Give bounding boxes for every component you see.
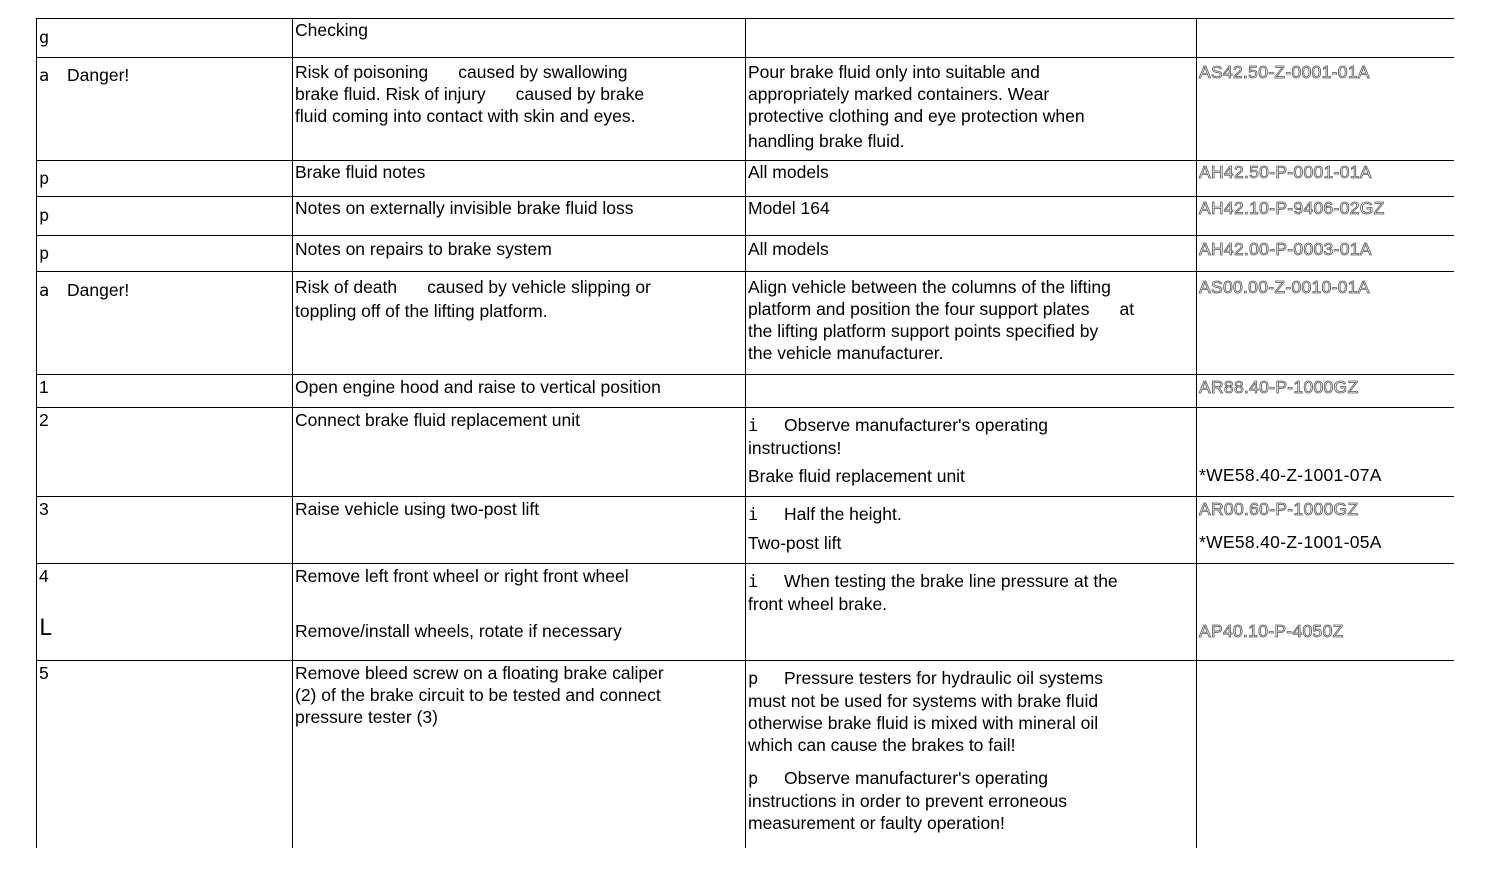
table-row [37, 272, 1455, 375]
step-text: Notes on repairs to brake system [295, 239, 552, 259]
info-text: instructions! [748, 438, 842, 458]
step-text: Connect brake fluid replacement unit [295, 410, 581, 430]
table-row [37, 564, 1455, 661]
safety-text: Align vehicle between the columns of the lifting [748, 277, 1111, 297]
risk-text: caused by swallowing [458, 62, 628, 82]
document-reference-link[interactable]: AP40.10-P-4050Z [1199, 621, 1344, 641]
table-row [37, 375, 1455, 408]
safety-text: at [1119, 299, 1135, 319]
tool-name: Brake fluid replacement unit [748, 466, 965, 486]
safety-text: Pour brake fluid only into suitable and [748, 62, 1040, 82]
step-number: 4 [39, 566, 49, 586]
danger-label: Danger! [67, 65, 130, 85]
safety-text: protective clothing and eye protection when [748, 106, 1085, 126]
document-reference-link[interactable]: AH42.10-P-9406-02GZ [1199, 198, 1385, 218]
tool-reference-link[interactable]: *WE58.40-Z-1001-07A [1199, 465, 1382, 485]
note-text: measurement or faulty operation! [748, 813, 1005, 833]
model-text: All models [748, 162, 829, 182]
model-text: All models [748, 239, 829, 259]
table-row [37, 497, 1455, 564]
info-text: Observe manufacturer's operating [784, 415, 1049, 435]
risk-heading: Risk of death [295, 277, 398, 297]
note-text: which can cause the brakes to fail! [748, 735, 1016, 755]
step-text: Brake fluid notes [295, 162, 426, 182]
tool-name: Two-post lift [748, 533, 842, 553]
note-text: instructions in order to prevent erroneous [748, 791, 1068, 811]
table-row [37, 661, 1455, 849]
safety-text: the vehicle manufacturer. [748, 343, 944, 363]
model-text: Model 164 [748, 198, 830, 218]
info-text: front wheel brake. [748, 594, 888, 614]
safety-text: platform and position the four support plates [748, 299, 1090, 319]
danger-symbol: a [39, 66, 50, 86]
step-text: pressure tester (3) [295, 707, 438, 727]
risk-text: caused by brake [515, 84, 645, 104]
note-symbol: p [39, 206, 50, 226]
table-row [37, 161, 1455, 197]
table-row [37, 19, 1455, 58]
risk-text: fluid coming into contact with skin and eyes. [295, 106, 636, 126]
step-text: Open engine hood and raise to vertical position [295, 377, 661, 397]
tool-reference-link[interactable]: *WE58.40-Z-1001-05A [1199, 532, 1382, 552]
step-number: 1 [39, 377, 49, 397]
note-symbol: p [748, 669, 759, 689]
table-row [37, 408, 1455, 497]
risk-text: toppling off of the lifting platform. [295, 301, 548, 321]
note-text: Pressure testers for hydraulic oil systems [784, 668, 1103, 688]
document-reference-link[interactable]: AS00.00-Z-0010-01A [1199, 277, 1370, 297]
document-reference-link[interactable]: AH42.00-P-0003-01A [1199, 239, 1372, 259]
info-text: When testing the brake line pressure at the [784, 571, 1118, 591]
document-reference-link[interactable]: AS42.50-Z-0001-01A [1199, 62, 1370, 82]
info-text: Half the height. [784, 504, 902, 524]
step-text: Notes on externally invisible brake fluid loss [295, 198, 634, 218]
procedure-table [36, 18, 1454, 848]
danger-symbol: a [39, 281, 50, 301]
table-row [37, 236, 1455, 272]
risk-text: caused by vehicle slipping or [427, 277, 651, 297]
document-reference-link[interactable]: AR00.60-P-1000GZ [1199, 499, 1359, 519]
risk-heading: Risk of injury [385, 84, 486, 104]
document-reference-link[interactable]: AH42.50-P-0001-01A [1199, 162, 1372, 182]
step-number: 2 [39, 410, 49, 430]
danger-label: Danger! [67, 280, 130, 300]
safety-text: handling brake fluid. [748, 131, 905, 151]
note-text: otherwise brake fluid is mixed with mineral oil [748, 713, 1099, 733]
note-symbol: p [39, 169, 50, 189]
step-text: Raise vehicle using two-post lift [295, 499, 540, 519]
step-text: (2) of the brake circuit to be tested and connect [295, 685, 661, 705]
risk-text: brake fluid. [295, 84, 381, 104]
safety-text: the lifting platform support points specified by [748, 321, 1099, 341]
table-row [37, 197, 1455, 236]
step-text: Remove/install wheels, rotate if necessary [295, 621, 622, 641]
info-symbol: i [748, 416, 759, 436]
info-symbol: i [748, 572, 759, 592]
procedure-sheet [36, 18, 1454, 848]
step-text: Remove left front wheel or right front wheel [295, 566, 629, 586]
step-text: Checking [295, 20, 368, 40]
risk-heading: Risk of poisoning [295, 62, 429, 82]
safety-text: appropriately marked containers. Wear [748, 84, 1050, 104]
step-text: Remove bleed screw on a floating brake caliper [295, 663, 664, 683]
step-number: 3 [39, 499, 49, 519]
note-symbol: p [748, 769, 759, 789]
note-symbol: p [39, 244, 50, 264]
info-symbol: i [748, 505, 759, 525]
note-text: must not be used for systems with brake fluid [748, 691, 1099, 711]
note-text: Observe manufacturer's operating [784, 768, 1049, 788]
checking-symbol: g [39, 28, 50, 48]
link-symbol: L [39, 616, 53, 641]
table-row [37, 58, 1455, 161]
step-number: 5 [39, 663, 49, 683]
document-reference-link[interactable]: AR88.40-P-1000GZ [1199, 377, 1359, 397]
